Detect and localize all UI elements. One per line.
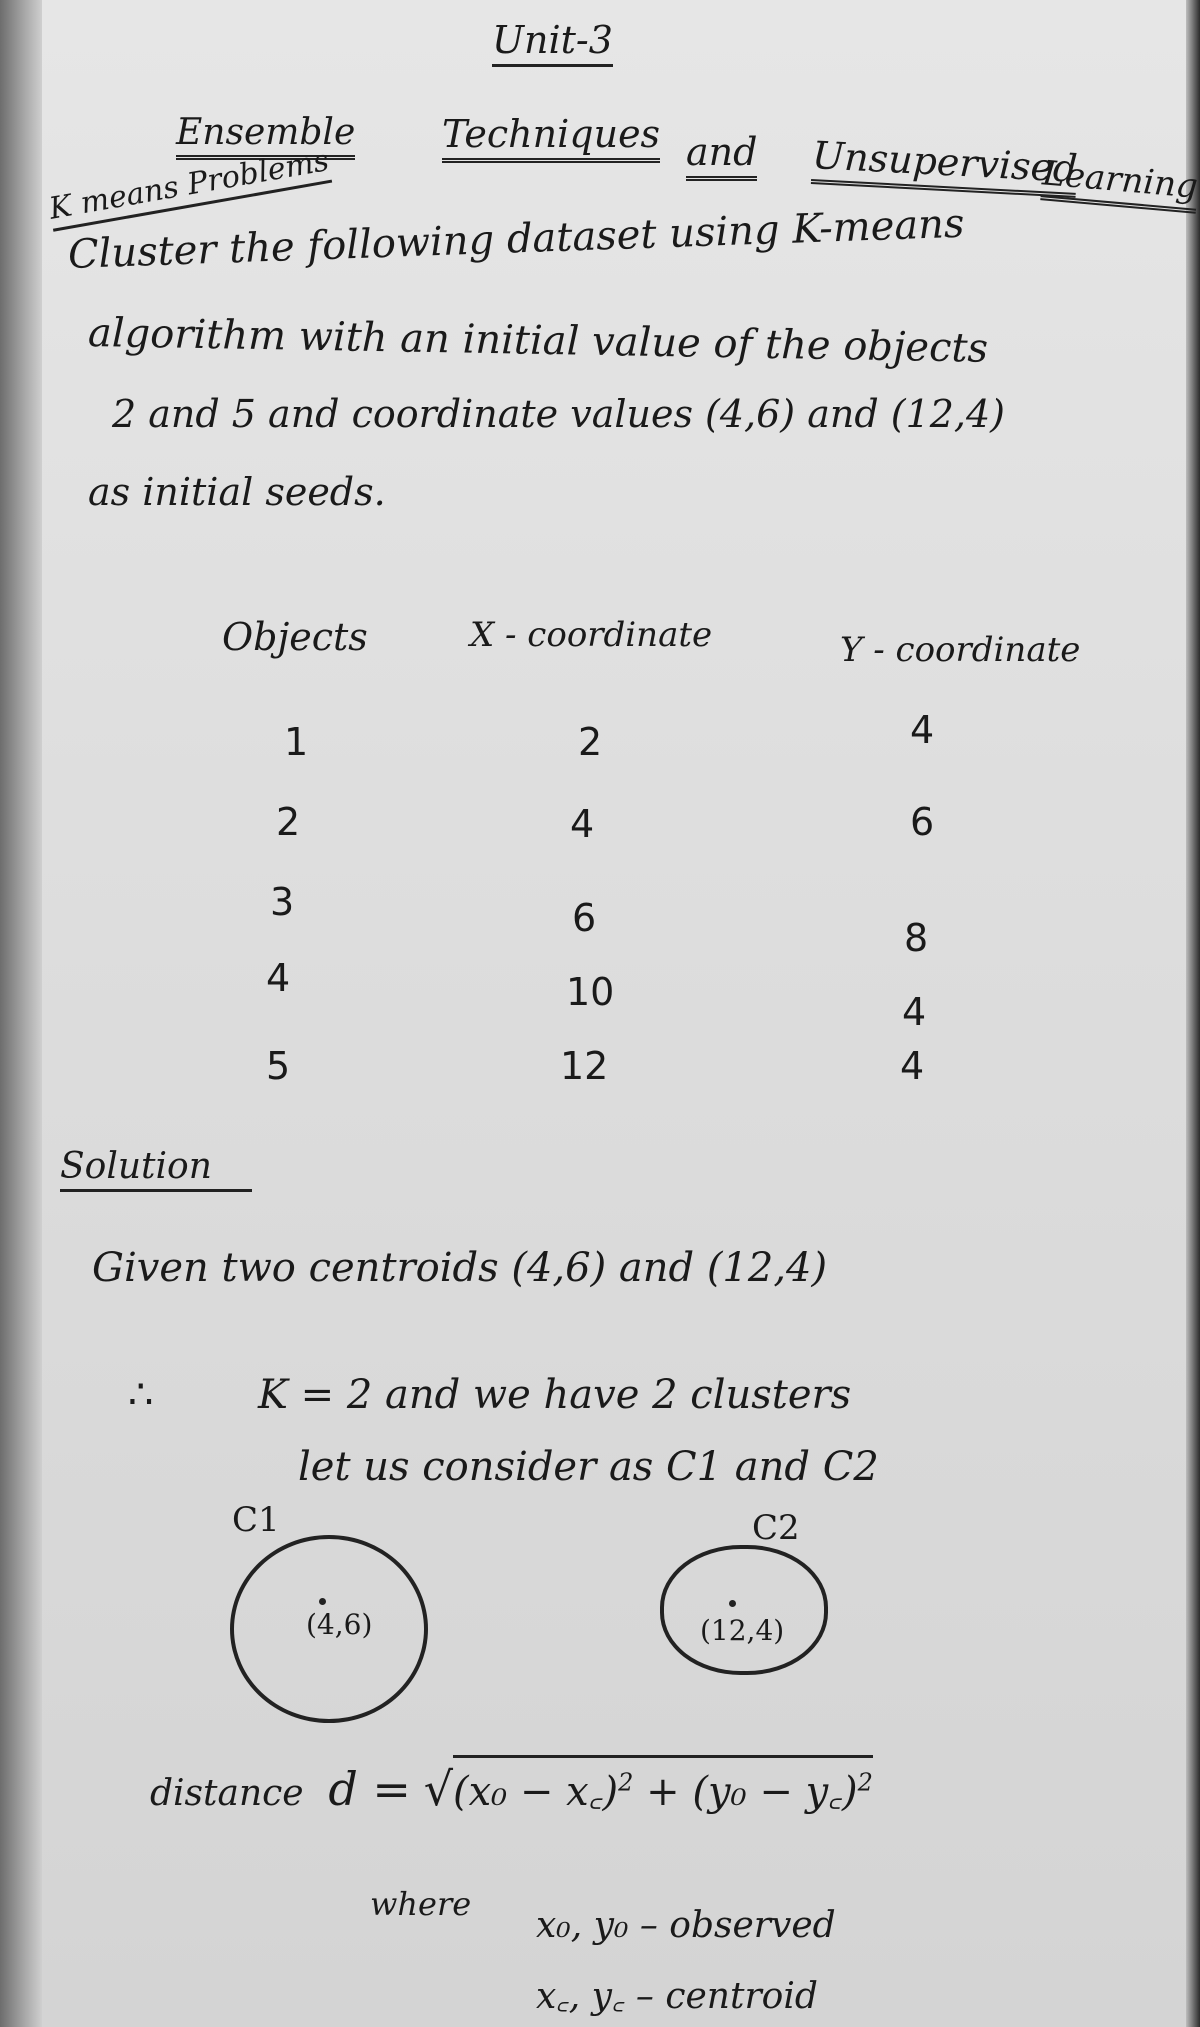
table-cell-obj-5: 5: [266, 1044, 291, 1088]
table-cell-obj-1: 1: [284, 720, 309, 764]
heading-techniques: Techniques: [442, 112, 660, 163]
table-cell-x-1: 2: [578, 720, 603, 764]
notebook-binding: [0, 0, 42, 2027]
table-cell-obj-3: 3: [270, 880, 295, 924]
formula-lhs: d =: [328, 1762, 411, 1816]
formula-term-1: (x₀ − x꜀): [453, 1769, 619, 1815]
solution-label: Solution: [60, 1146, 252, 1192]
section-label: K means Problems: [47, 143, 333, 232]
formula-exp-1: 2: [618, 1768, 634, 1797]
table-cell-y-1: 4: [910, 708, 935, 752]
solution-line-1: Given two centroids (4,6) and (12,4): [92, 1245, 828, 1291]
therefore-symbol: ∴: [128, 1372, 154, 1418]
formula-term-2: (y₀ − y꜀): [692, 1769, 858, 1815]
heading-and: and: [686, 130, 757, 181]
table-cell-x-4: 10: [566, 970, 615, 1014]
heading-ensemble: Ensemble: [176, 112, 355, 160]
formula-label: distance: [150, 1773, 304, 1814]
table-cell-x-3: 6: [572, 896, 597, 940]
where-label: where: [370, 1885, 472, 1923]
table-header-objects: Objects: [222, 615, 368, 659]
sqrt-symbol: √: [423, 1762, 453, 1816]
table-cell-y-3: 8: [904, 916, 929, 960]
heading-unsupervised: Unsupervised: [811, 133, 1079, 198]
problem-line-3: 2 and 5 and coordinate values (4,6) and (12,4): [112, 392, 1005, 436]
table-cell-obj-2: 2: [276, 800, 301, 844]
cluster-c2-label: C2: [752, 1508, 800, 1548]
where-line-2: x꜀, y꜀ – centroid: [536, 1976, 818, 2017]
solution-line-2: K = 2 and we have 2 clusters: [258, 1372, 852, 1418]
problem-line-2: algorithm with an initial value of the objects: [87, 310, 989, 372]
cluster-c1-dot: [319, 1598, 326, 1605]
cluster-c1-point: (4,6): [306, 1608, 373, 1641]
table-cell-x-2: 4: [570, 802, 595, 846]
unit-title: Unit-3: [492, 18, 613, 67]
table-cell-x-5: 12: [560, 1044, 609, 1088]
heading-learning: Learning: [1040, 153, 1199, 213]
cluster-c2-dot: [729, 1600, 736, 1607]
problem-line-1: Cluster the following dataset using K-means: [67, 200, 966, 278]
formula-radicand: [453, 1755, 873, 1817]
table-cell-y-4: 4: [902, 990, 927, 1034]
table-header-y: Y - coordinate: [840, 630, 1081, 670]
problem-line-4: as initial seeds.: [88, 470, 386, 514]
page-edge-shadow: [1186, 0, 1200, 2027]
distance-formula: [150, 1755, 873, 1817]
formula-plus: +: [646, 1769, 680, 1815]
table-header-x: X - coordinate: [470, 615, 713, 655]
cluster-c2-point: (12,4): [700, 1614, 785, 1647]
where-line-1: x₀, y₀ – observed: [536, 1905, 836, 1946]
table-cell-y-2: 6: [910, 800, 935, 844]
formula-exp-2: 2: [857, 1768, 873, 1797]
table-cell-obj-4: 4: [266, 956, 291, 1000]
table-cell-y-5: 4: [900, 1044, 925, 1088]
solution-line-3: let us consider as C1 and C2: [298, 1444, 879, 1490]
cluster-c1-label: C1: [232, 1500, 280, 1540]
cluster-c2-circle: [660, 1545, 828, 1675]
